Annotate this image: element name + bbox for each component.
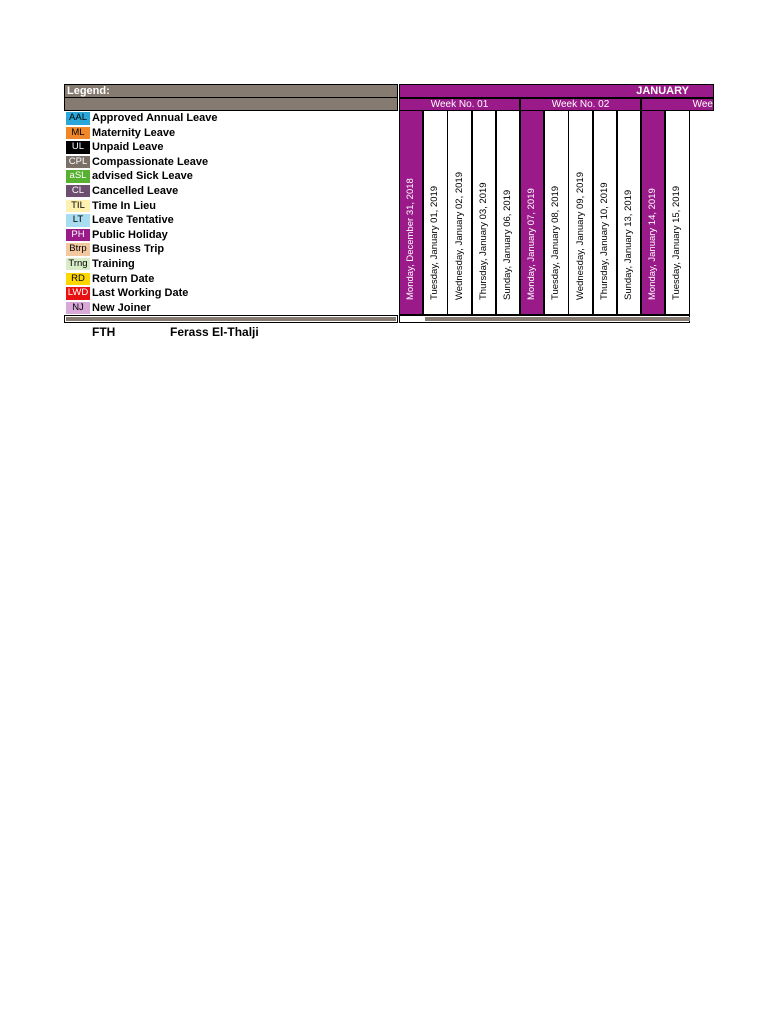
legend-code-badge: RD xyxy=(66,273,90,286)
employee-code: FTH xyxy=(92,325,116,339)
day-label: Tuesday, January 15, 2019 xyxy=(671,185,683,300)
legend-item xyxy=(66,213,396,228)
legend-label: Maternity Leave xyxy=(92,126,176,139)
day-label: Sunday, January 13, 2019 xyxy=(622,189,634,300)
legend-code-badge: UL xyxy=(66,141,90,154)
day-column xyxy=(617,111,641,315)
legend-code-badge: PH xyxy=(66,229,90,242)
day-label: Thursday, January 10, 2019 xyxy=(598,182,610,300)
legend-code-badge: Trng xyxy=(66,258,90,271)
legend-list xyxy=(66,111,396,315)
day-column xyxy=(544,111,568,315)
day-column xyxy=(665,111,689,315)
day-label: Monday, December 31, 2018 xyxy=(405,178,417,300)
legend-label: Cancelled Leave xyxy=(92,184,179,197)
day-label: Monday, January 14, 2019 xyxy=(647,188,659,300)
week-header: Wee xyxy=(641,98,714,111)
week-header: Week No. 01 xyxy=(399,98,520,111)
legend-code-badge: NJ xyxy=(66,302,90,315)
legend-item xyxy=(66,111,396,126)
legend-label: Leave Tentative xyxy=(92,214,174,227)
legend-item xyxy=(66,169,396,184)
day-label: Tuesday, January 08, 2019 xyxy=(550,185,562,300)
legend-code-badge: aSL xyxy=(66,170,90,183)
legend-label: advised Sick Leave xyxy=(92,170,193,183)
legend-item xyxy=(66,199,396,214)
legend-label: Training xyxy=(92,257,135,270)
day-column xyxy=(641,111,665,315)
legend-item xyxy=(66,228,396,243)
legend-label: Approved Annual Leave xyxy=(92,112,218,124)
legend-item xyxy=(66,155,396,170)
day-column xyxy=(423,111,447,315)
legend-item xyxy=(66,286,396,301)
legend-item xyxy=(66,272,396,287)
legend-item xyxy=(66,184,396,199)
month-header: JANUARY xyxy=(399,84,714,98)
legend-header-band xyxy=(64,98,398,111)
legend-code-badge: TIL xyxy=(66,200,90,213)
legend-code-badge: CPL xyxy=(66,156,90,169)
day-column xyxy=(496,111,520,315)
day-label: Wednesday, January 02, 2019 xyxy=(453,172,465,300)
legend-item xyxy=(66,126,396,141)
separator-fill xyxy=(66,317,396,321)
legend-code-badge: LWD xyxy=(67,287,89,299)
day-label: Thursday, January 03, 2019 xyxy=(477,182,489,300)
day-column xyxy=(472,111,496,315)
legend-code-badge: CL xyxy=(66,185,90,198)
employee-name: Ferass El-Thalji xyxy=(170,325,259,339)
legend-item xyxy=(66,301,396,316)
day-label: Sunday, January 06, 2019 xyxy=(501,189,513,300)
legend-code-badge: LT xyxy=(66,214,90,227)
day-label: Monday, January 07, 2019 xyxy=(526,188,538,300)
day-label: Tuesday, January 01, 2019 xyxy=(429,185,441,300)
day-label: Wednesday, January 09, 2019 xyxy=(574,172,586,300)
legend-code-badge: Btrp xyxy=(66,243,90,256)
day-column xyxy=(520,111,544,315)
legend-code-badge: AAL xyxy=(66,112,90,125)
day-column xyxy=(568,111,592,315)
day-column xyxy=(447,111,471,315)
legend-label: Business Trip xyxy=(92,243,165,256)
separator-fill xyxy=(425,317,690,321)
legend-label: Unpaid Leave xyxy=(92,141,164,154)
legend-label: Last Working Date xyxy=(92,287,189,300)
day-column xyxy=(593,111,617,315)
legend-label: Time In Lieu xyxy=(92,199,156,212)
legend-header: Legend: xyxy=(64,84,398,98)
legend-label: Return Date xyxy=(92,272,155,285)
legend-item xyxy=(66,140,396,155)
legend-label: Compassionate Leave xyxy=(92,155,209,168)
day-column xyxy=(399,111,423,315)
legend-label: Public Holiday xyxy=(92,228,168,241)
week-header: Week No. 02 xyxy=(520,98,641,111)
legend-item xyxy=(66,242,396,257)
legend-code-badge: ML xyxy=(66,127,90,140)
legend-label: New Joiner xyxy=(92,301,151,314)
legend-item xyxy=(66,257,396,272)
